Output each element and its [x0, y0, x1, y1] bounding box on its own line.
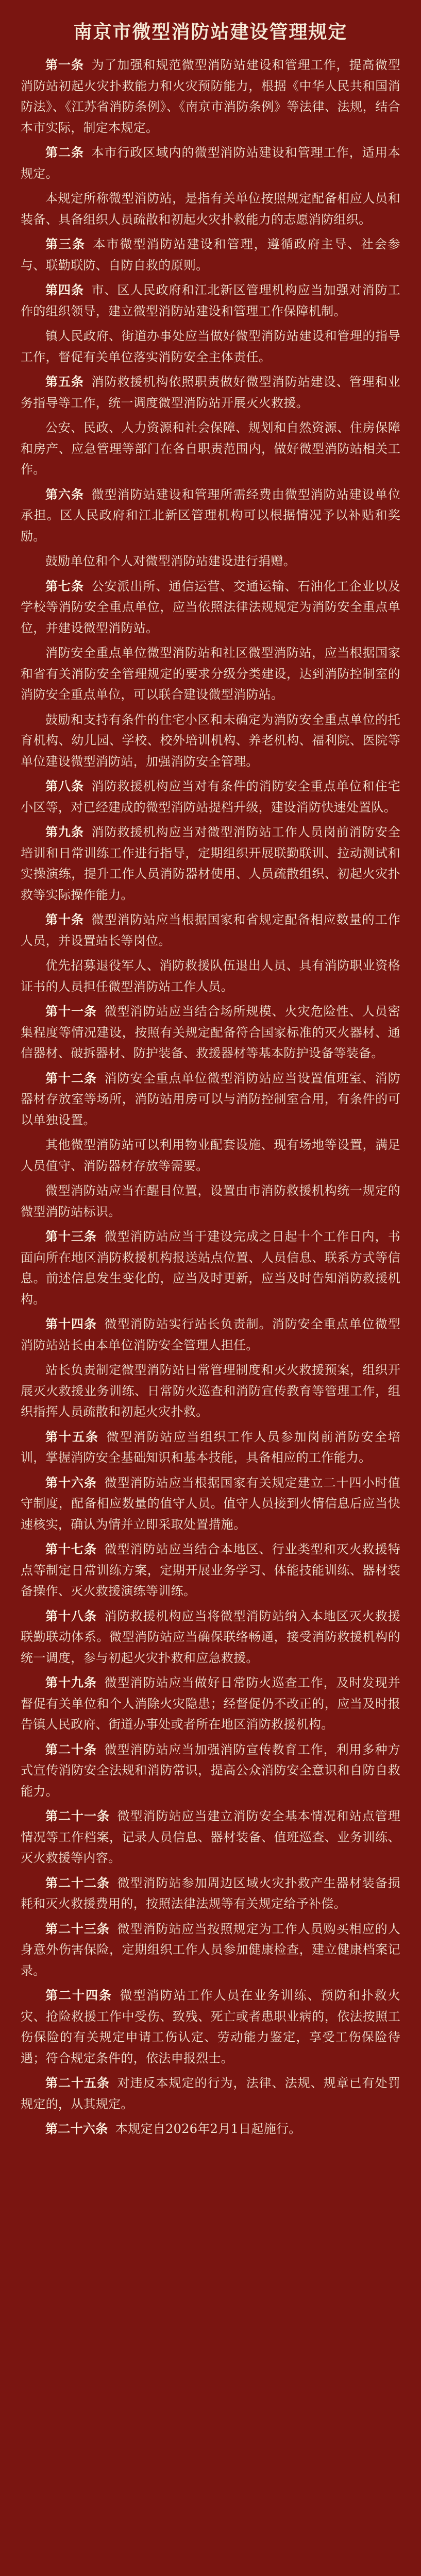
regulation-paragraph	[21, 1606, 400, 1669]
document-title: 南京市微型消防站建设管理规定	[73, 21, 348, 43]
regulation-paragraph	[21, 955, 400, 997]
article-text: 本规定自2026年2月1日起施行。	[115, 2122, 301, 2136]
document-body	[21, 55, 400, 2140]
article-text: 本市微型消防站建设和管理，遵循政府主导、社会参与、联勤联防、自防自救的原则。	[21, 237, 400, 273]
regulation-paragraph	[21, 1472, 400, 1535]
regulation-paragraph	[21, 1068, 400, 1131]
article-text: 公安派出所、通信运营、交通运输、石油化工企业以及学校等消防安全重点单位，应当依照法律法规规定为消防安全重点单位，并建设微型消防站。	[21, 579, 401, 635]
regulation-paragraph	[21, 576, 400, 639]
article-number: 第一条	[45, 57, 85, 72]
article-number: 第二十三条	[45, 1921, 110, 1936]
article-number: 第十一条	[45, 1004, 97, 1019]
article-number: 第十五条	[45, 1429, 99, 1444]
article-number: 第十六条	[45, 1475, 97, 1490]
article-text: 微型消防站建设和管理所需经费由微型消防站建设单位承担。区人民政府和江北新区管理机构可以根据情况予以补贴和奖励。	[21, 487, 401, 544]
article-number: 第二十四条	[45, 1988, 113, 2003]
article-text: 微型消防站应当加强消防宣传教育工作，利用多种方式宣传消防安全法规和消防常识，提高公众消防安全意识和自防自救能力。	[21, 1742, 400, 1799]
regulation-paragraph	[21, 2073, 400, 2114]
regulation-paragraph	[21, 1985, 400, 2069]
article-number: 第十七条	[45, 1541, 97, 1556]
article-number: 第二十一条	[45, 1808, 110, 1823]
article-text: 微型消防站应当根据国家有关规定建立二十四小时值守制度，配备相应数量的值守人员。值守人员接到火情信息后应当快速核实，确认为情并立即采取处置措施。	[21, 1475, 400, 1532]
article-number: 第八条	[45, 778, 85, 793]
article-text: 公安、民政、人力资源和社会保障、规划和自然资源、住房保障和房产、应急管理等部门在各自职责范围内，做好微型消防站相关工作。	[21, 420, 400, 477]
article-text: 消防救援机构应当对微型消防站工作人员岗前消防安全培训和日常训练工作进行指导，定期组织开展联勤联训、拉动测试和实操演练，提升工作人员消防器材使用、人员疏散组织、初起火灾扑救等实际操作能力。	[21, 825, 401, 902]
article-number: 第二十五条	[45, 2075, 110, 2090]
regulation-paragraph	[21, 371, 400, 413]
article-text: 对违反本规定的行为，法律、法规、规章已有处罚规定的，从其规定。	[21, 2076, 400, 2111]
regulation-paragraph	[21, 551, 400, 572]
article-number: 第四条	[45, 282, 85, 297]
regulation-paragraph	[21, 280, 400, 321]
article-number: 第十四条	[45, 1316, 97, 1331]
regulation-paragraph	[21, 642, 400, 705]
article-number: 第二十六条	[45, 2121, 108, 2136]
article-text: 鼓励单位和个人对微型消防站建设进行捐赠。	[45, 554, 296, 568]
regulation-paragraph	[21, 1226, 400, 1310]
article-text: 消防安全重点单位微型消防站和社区微型消防站，应当根据国家和省有关消防安全管理规定的要求分级分类建设，达到消防控制室的消防安全重点单位，可以联合建设微型消防站。	[21, 646, 400, 702]
regulation-paragraph	[21, 234, 400, 276]
regulation-paragraph	[21, 1180, 400, 1222]
article-text: 微型消防站应当建立消防安全基本情况和站点管理情况等工作档案，记录人员信息、器材装备、值班巡查、业务训练、灭火救援等内容。	[21, 1809, 400, 1865]
article-number: 第十九条	[45, 1675, 97, 1690]
article-text: 微型消防站工作人员在业务训练、预防和扑救火灾、抢险救援工作中受伤、致残、死亡或者患职业病的，依法按照工伤保险的有关规定申请工伤认定、劳动能力鉴定，享受工伤保险待遇；符合规定条件的，依法申报烈士。	[21, 1988, 400, 2065]
article-text: 微型消防站应当组织工作人员参加岗前消防安全培训，掌握消防安全基础知识和基本技能，具备相应的工作能力。	[21, 1429, 401, 1465]
regulation-paragraph	[21, 1134, 400, 1176]
article-number: 第十二条	[45, 1070, 97, 1086]
article-number: 第二十二条	[45, 1875, 110, 1890]
article-text: 市、区人民政府和江北新区管理机构应当加强对消防工作的组织领导，建立微型消防站建设和管理工作保障机制。	[21, 283, 401, 318]
article-text: 本市行政区域内的微型消防站建设和管理工作，适用本规定。	[21, 145, 401, 181]
regulation-paragraph	[21, 909, 400, 951]
regulation-paragraph	[21, 1873, 400, 1914]
article-number: 第二十条	[45, 1741, 97, 1757]
article-text: 微型消防站实行站长负责制。消防安全重点单位微型消防站站长由本单位消防安全管理人担任。	[21, 1317, 400, 1352]
regulation-paragraph	[21, 1427, 400, 1468]
article-number: 第九条	[45, 824, 85, 839]
article-text: 站长负责制定微型消防站日常管理制度和灭火救援预案，组织开展灭火救援业务训练、日常防火巡查和消防宣传教育等管理工作，组织指挥人员疏散和初起火灾扑救。	[21, 1363, 400, 1419]
article-text: 其他微型消防站可以利用物业配套设施、现有场地等设置，满足人员值守、消防器材存放等需要。	[21, 1138, 400, 1173]
regulation-paragraph	[21, 1919, 400, 1981]
article-number: 第十八条	[45, 1608, 97, 1623]
article-text: 本规定所称微型消防站，是指有关单位按照规定配备相应人员和装备、具备组织人员疏散和初起火灾扑救能力的志愿消防组织。	[21, 191, 400, 227]
regulation-paragraph	[21, 709, 400, 772]
article-number: 第三条	[45, 236, 86, 251]
article-text: 微型消防站应当根据国家和省规定配备相应数量的工作人员，并设置站长等岗位。	[21, 912, 401, 948]
article-text: 消防救援机构依照职责做好微型消防站建设、管理和业务指导等工作，统一调度微型消防站开展灭火救援。	[21, 375, 401, 410]
regulation-paragraph	[21, 417, 400, 480]
regulation-paragraph	[21, 2119, 400, 2140]
article-number: 第六条	[45, 486, 85, 502]
regulation-paragraph	[21, 776, 400, 818]
article-text: 消防救援机构应当对有条件的消防安全重点单位和住宅小区等，对已经建成的微型消防站提档升级，建设消防快速处置队。	[21, 779, 401, 815]
article-number: 第二条	[45, 145, 85, 160]
regulation-paragraph	[21, 1314, 400, 1355]
article-text: 微型消防站应当结合场所规模、火灾危险性、人员密集程度等情况建设，按照有关规定配备符合国家标准的灭火器材、通信器材、破拆器材、防护装备、救援器材等基本防护设备等装备。	[21, 1004, 400, 1060]
regulation-paragraph	[21, 1672, 400, 1735]
article-text: 微型消防站应当按照规定为工作人员购买相应的人身意外伤害保险，定期组织工作人员参加健康检查，建立健康档案记录。	[21, 1921, 400, 1978]
article-text: 优先招募退役军人、消防救援队伍退出人员、具有消防职业资格证书的人员担任微型消防站工作人员。	[21, 958, 400, 994]
regulation-paragraph	[21, 142, 400, 184]
regulation-paragraph	[21, 55, 400, 138]
article-number: 第十三条	[45, 1229, 97, 1244]
article-text: 镇人民政府、街道办事处应当做好微型消防站建设和管理的指导工作，督促有关单位落实消防安全主体责任。	[21, 329, 400, 364]
article-text: 为了加强和规范微型消防站建设和管理工作，提高微型消防站初起火灾扑救能力和火灾预防能力，根据《中华人民共和国消防法》、《江苏省消防条例》、《南京市消防条例》等法律、法规，结合本市实际，制定本规定。	[21, 58, 401, 135]
article-text: 鼓励和支持有条件的住宅小区和未确定为消防安全重点单位的托育机构、幼儿园、学校、校外培训机构、养老机构、福利院、医院等单位建设微型消防站，加强消防安全管理。	[21, 712, 400, 769]
article-number: 第五条	[45, 374, 85, 389]
article-text: 消防救援机构应当将微型消防站纳入本地区灭火救援联勤联动体系。微型消防站应当确保联络畅通，接受消防救援机构的统一调度，参与初起火灾扑救和应急救援。	[21, 1608, 400, 1665]
regulation-paragraph	[21, 822, 400, 905]
regulation-paragraph	[21, 484, 400, 547]
article-text: 微型消防站应当结合本地区、行业类型和灭火救援特点等制定日常训练方案，定期开展业务学习、体能技能训练、器材装备操作、灭火救援演练等训练。	[21, 1542, 400, 1598]
article-text: 微型消防站应当于建设完成之日起十个工作日内，书面向所在地区消防救援机构报送站点位置、人员信息、联系方式等信息。前述信息发生变化的，应当及时更新，应当及时告知消防救援机构。	[21, 1229, 400, 1307]
regulation-paragraph	[21, 1539, 400, 1602]
regulation-paragraph	[21, 326, 400, 367]
article-text: 微型消防站应当做好日常防火巡查工作，及时发现并督促有关单位和个人消除火灾隐患；经督促仍不改正的，应当及时报告镇人民政府、街道办事处或者所在地区消防救援机构。	[21, 1675, 400, 1732]
article-text: 微型消防站应当在醒目位置，设置由市消防救援机构统一规定的微型消防站标识。	[21, 1183, 400, 1219]
regulation-paragraph	[21, 1360, 400, 1422]
regulation-paragraph	[21, 1739, 400, 1802]
regulation-paragraph	[21, 1806, 400, 1869]
regulation-paragraph	[21, 188, 400, 230]
article-number: 第七条	[45, 578, 85, 594]
article-number: 第十条	[45, 912, 85, 927]
article-text: 微型消防站参加周边区域火灾扑救产生器材装备损耗和灭火救援费用的，按照法律法规等有关规定给予补偿。	[21, 1875, 400, 1911]
article-text: 消防安全重点单位微型消防站应当设置值班室、消防器材存放室等场所，消防站用房可以与消防控制室合用，有条件的可以单独设置。	[21, 1071, 400, 1127]
regulation-paragraph	[21, 1001, 400, 1064]
